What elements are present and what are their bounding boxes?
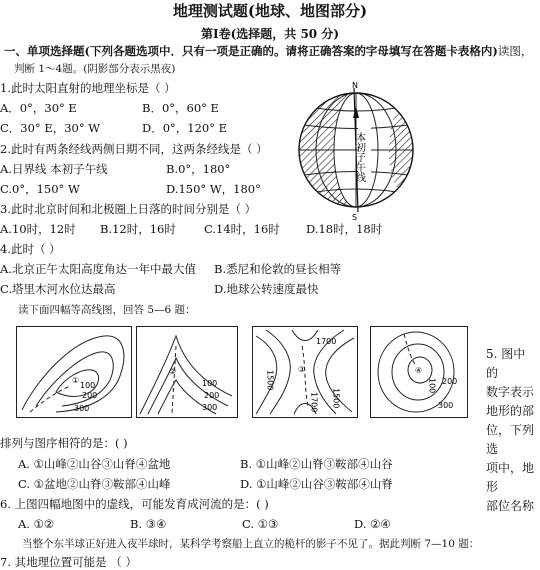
q2-option-d: D.150° W，180°: [166, 182, 261, 196]
contour-map-2: [136, 326, 238, 418]
q5-side-line: 地形的部: [486, 404, 535, 418]
map1-label-300: 300: [74, 404, 90, 413]
map4-label-100: 100: [427, 378, 437, 394]
map3-marker: ③: [298, 365, 306, 374]
map2-marker: ②: [169, 367, 177, 376]
q2-option-a: A.日界线 本初子午线: [0, 162, 108, 176]
page-title: 地理测试题(地球、地图部分): [172, 2, 368, 20]
instructions-tail: 读图，: [497, 44, 533, 58]
map1-label-100: 100: [80, 381, 96, 390]
q6-option-d: D. ②④: [354, 517, 391, 531]
q5-side-line: 5. 图中的: [486, 347, 526, 380]
instructions-bold: 一、单项选择题(下列各题选项中．只有一项是正确的。请将正确答案的字母填写在答题卡表格内): [4, 44, 498, 58]
q6-option-a: A. ①②: [18, 517, 55, 531]
q1-option-b: B．0°，60° E: [142, 101, 219, 115]
q4-option-a: A.北京正午太阳高度角达一年中最大值: [0, 262, 196, 276]
map1-label-200: 200: [82, 391, 98, 400]
q4-stem: 4.此时（ ）: [0, 242, 61, 256]
instructions-line2: 判断 1～4题。(阴影部分表示黑夜): [14, 63, 176, 75]
q5-side-line: 部位名称: [486, 499, 535, 513]
q2-stem: 2.此时有两条经线两侧日期不同，这两条经线是（ ）: [0, 142, 268, 156]
q5-option-c: C. ①盆地②山脊③鞍部④山峰: [18, 477, 171, 491]
q3-option-b: B.12时，16时: [100, 222, 176, 236]
q5-side-line: 位，下列选: [486, 423, 535, 456]
map4-label-200: 200: [442, 377, 458, 386]
q6-stem: 6. 上图四幅地图中的虚线，可能发育成河流的是：( ): [0, 497, 269, 511]
q5-stem: 排列与图序相符的是：( ): [0, 436, 128, 450]
q7-stem: 7. 其地理位置可能是 （ ）: [0, 555, 137, 569]
contour-map-4: [370, 326, 468, 418]
map3-label-1500-left: 1500: [265, 370, 275, 391]
section-title: 第Ⅰ卷(选择题，共 50 分): [200, 27, 340, 41]
globe-figure: [298, 80, 418, 220]
q1-option-a: A．0°，30° E: [0, 101, 77, 115]
q1-option-c: C．30° E，30° W: [0, 121, 101, 135]
map4-marker: ④: [415, 366, 423, 375]
instructions-line1: [4, 44, 532, 58]
q2-option-c: C.0°，150° W: [0, 182, 80, 196]
map2-label-100: 100: [202, 379, 218, 388]
q5-side-line: 数字表示: [486, 385, 535, 399]
contour-map-3: [252, 326, 358, 418]
intro-q7-q10: 当整个东半球正好进入夜半球时，某科学考察船上直立的桅杆的影子不见了。据此判断 7—10 题：: [22, 538, 480, 550]
contour-map-1: [16, 326, 132, 418]
globe-north-label: N: [352, 81, 358, 90]
map4-label-300: 300: [438, 401, 454, 410]
q5-side-text: [486, 345, 536, 516]
map3-label-1500-right: 1500: [331, 388, 341, 409]
q5-option-a: A. ①山峰②山谷③山脊④盆地: [18, 457, 171, 471]
map2-label-300: 300: [202, 403, 218, 412]
q3-option-a: A.10时，12时: [0, 222, 76, 236]
globe-south-label: S: [352, 213, 358, 220]
map3-label-1700-bottom: 1700: [309, 392, 319, 413]
q4-option-d: D.地球公转速度最快: [214, 282, 319, 296]
q3-option-d: D.18时，18时: [306, 222, 383, 236]
map1-marker: ①: [72, 376, 80, 385]
q4-option-b: B.悉尼和伦敦的昼长相等: [214, 262, 342, 276]
q1-stem: 1.此时太阳直射的地理坐标是（ ）: [0, 81, 176, 95]
map3-label-1700-top: 1700: [316, 337, 337, 346]
map2-label-200: 200: [204, 391, 220, 400]
q4-option-c: C.塔里木河水位达最高: [0, 282, 116, 296]
q3-stem: 3.此时北京时间和北极圈上日落的时间分别是（ ）: [0, 202, 257, 216]
q2-option-b: B.0°，180°: [166, 162, 231, 176]
intro-q5-q6: 读下面四幅等高线图，回答 5—6 题：: [18, 304, 196, 316]
q5-side-line: 项中，地形: [486, 461, 535, 494]
q6-option-c: C. ①③: [242, 517, 279, 531]
q1-option-d: D．0°，120° E: [142, 121, 228, 135]
q6-option-b: B. ③④: [130, 517, 167, 531]
q5-option-b: B. ①山峰②山脊③鞍部④山谷: [240, 457, 393, 471]
q3-option-c: C.14时，16时: [204, 222, 280, 236]
prime-meridian-label: 本初子午线: [353, 132, 365, 182]
q5-option-d: D. ①山峰②山谷③鞍部④山脊: [240, 477, 393, 491]
